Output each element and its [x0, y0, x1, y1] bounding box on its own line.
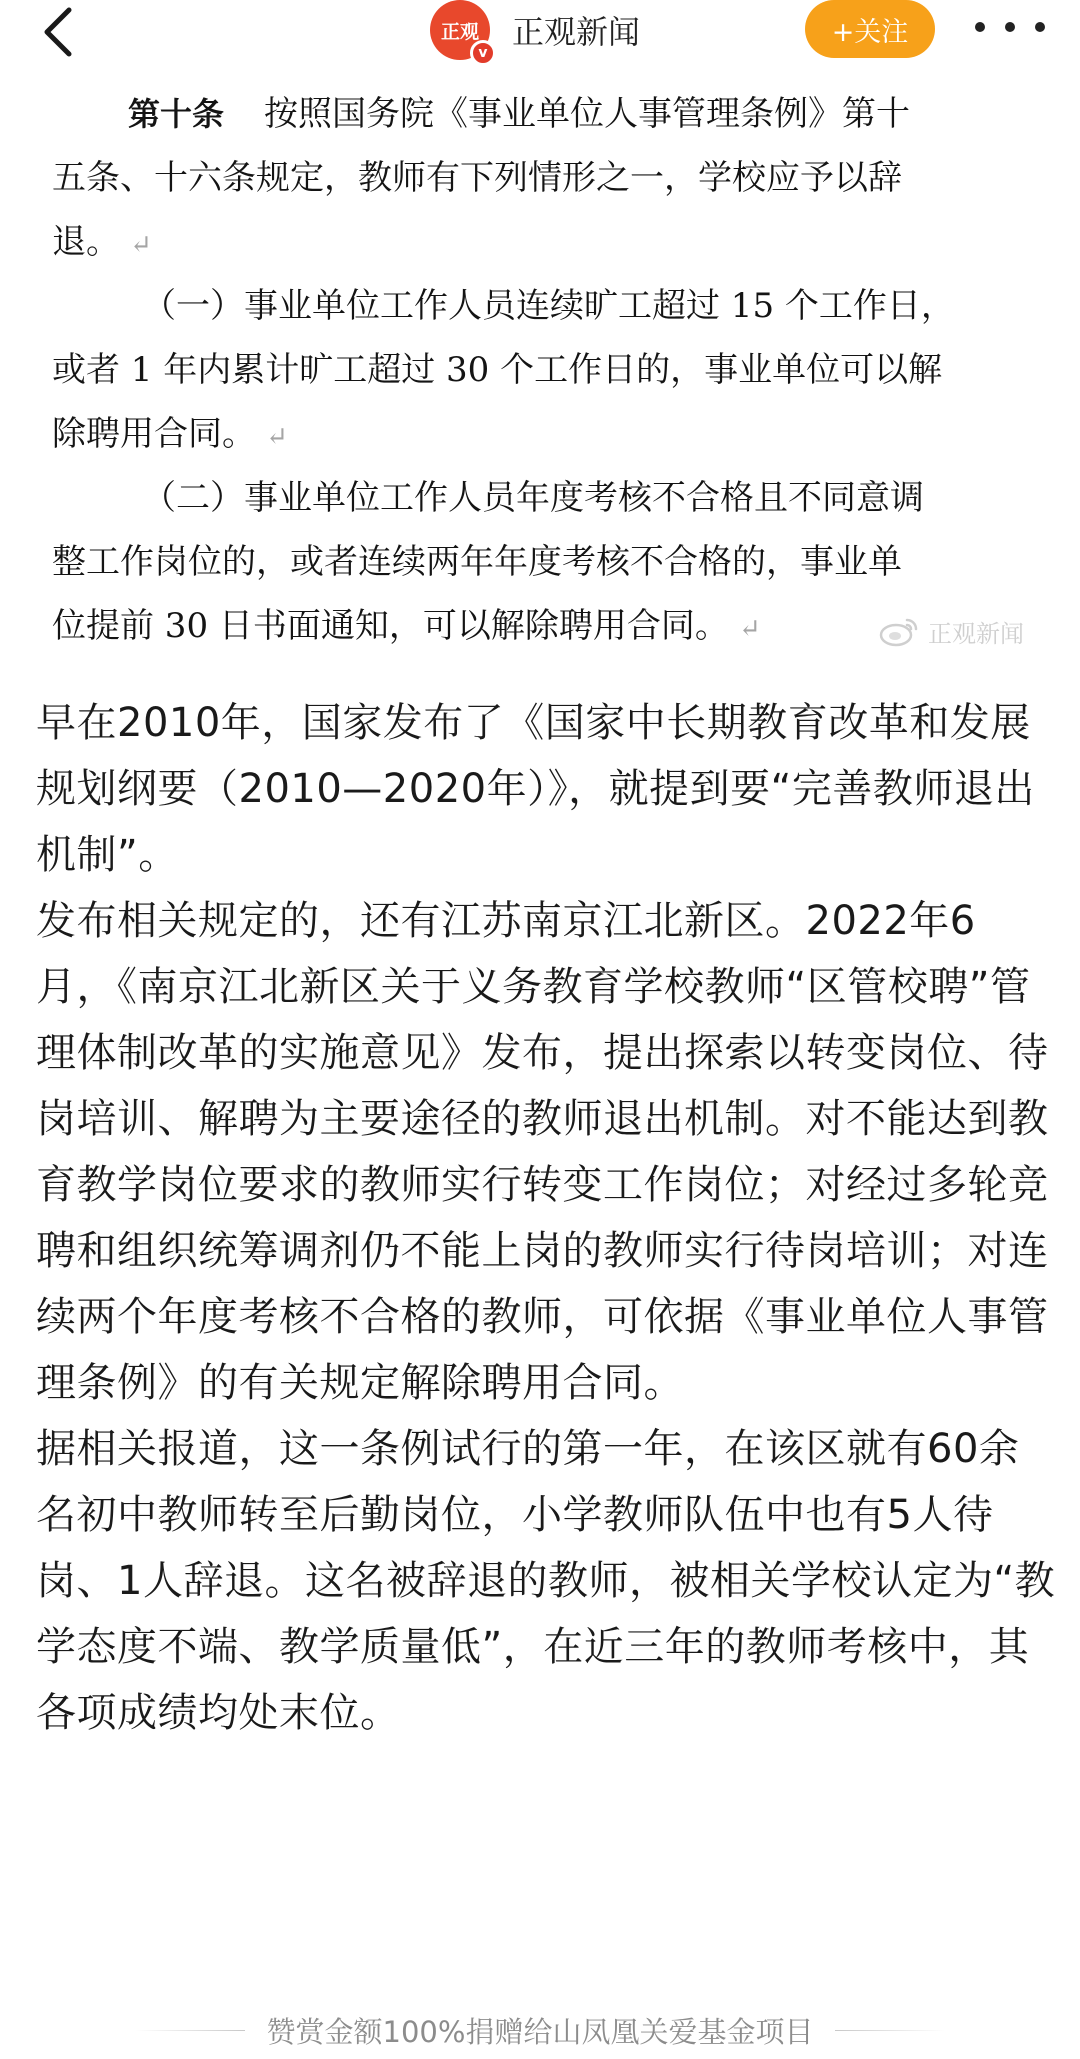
- doc-line: 或者 1 年内累计旷工超过 30 个工作日的，事业单位可以解: [52, 350, 943, 390]
- back-button[interactable]: [28, 2, 88, 62]
- doc-line: （一）事业单位工作人员连续旷工超过 15 个工作日，: [142, 286, 955, 326]
- watermark-text: 正观新闻: [928, 619, 1024, 648]
- article-paragraph: 发布相关规定的，还有江苏南京江北新区。2022年6月，《南京江北新区关于义务教育学校教师“区管校聘”管理体制改革的实施意见》发布，提出探索以转变岗位、待岗培训、解聘为主要途径的教师退出机制。对不能达到教育教学岗位要求的教师实行转变工作岗位；对经过多轮竞聘和组织统筹调剂仍不能上岗的教师实行待岗培训；对连续两个年度考核不合格的教师，可依据《事业单位人事管理条例》的有关规定解除聘用合同。: [36, 898, 1049, 1406]
- top-nav-bar: [0, 0, 1080, 87]
- divider-line: [835, 2030, 945, 2031]
- follow-button[interactable]: +关注: [805, 0, 935, 58]
- regulation-document-image[interactable]: [0, 86, 1080, 664]
- publisher-name: 正观新闻: [512, 13, 641, 51]
- logo-text: 正观: [440, 20, 479, 43]
- more-dots-icon: [1005, 22, 1015, 32]
- doc-line: 位提前 30 日书面通知，可以解除聘用合同。 ↵: [52, 606, 761, 646]
- article-body: [36, 690, 1056, 1746]
- weibo-icon: [878, 615, 920, 647]
- doc-line: （二）事业单位工作人员年度考核不合格且不同意调: [142, 478, 924, 518]
- watermark: [878, 613, 1024, 649]
- return-mark-icon: ↵: [738, 614, 761, 644]
- doc-line: 第十条 按照国务院《事业单位人事管理条例》第十: [128, 94, 911, 134]
- publisher-brand[interactable]: [430, 0, 640, 60]
- verified-badge-icon: v: [470, 40, 496, 66]
- return-mark-icon: ↵: [266, 422, 288, 452]
- doc-line: 除聘用合同。 ↵: [52, 414, 288, 454]
- chevron-left-icon: [41, 6, 75, 58]
- doc-line: 整工作岗位的，或者连续两年年度考核不合格的，事业单: [52, 542, 902, 582]
- divider-line: [135, 2030, 245, 2031]
- donation-note: [0, 2005, 1080, 2055]
- donation-note-text: 赞赏金额100%捐赠给山凤凰关爱基金项目: [266, 2014, 814, 2049]
- doc-line: 五条、十六条规定，教师有下列情形之一，学校应予以辞: [52, 158, 902, 198]
- doc-line: 退。 ↵: [52, 222, 152, 262]
- article-paragraph: 早在2010年，国家发布了《国家中长期教育改革和发展规划纲要（2010—2020年）》，就提到要“完善教师退出机制”。: [36, 700, 1035, 878]
- more-dots-icon: [1035, 22, 1045, 32]
- article-heading: 第十条: [128, 95, 225, 133]
- article-paragraph: 据相关报道，这一条例试行的第一年，在该区就有60余名初中教师转至后勤岗位，小学教师队伍中也有5人待岗、1人辞退。这名被辞退的教师，被相关学校认定为“教学态度不端、教学质量低”，在近三年的教师考核中，其各项成绩均处末位。: [36, 1426, 1056, 1736]
- publisher-logo: [430, 0, 490, 60]
- more-options-button[interactable]: [975, 4, 1045, 50]
- more-dots-icon: [975, 22, 985, 32]
- return-mark-icon: ↵: [130, 230, 152, 260]
